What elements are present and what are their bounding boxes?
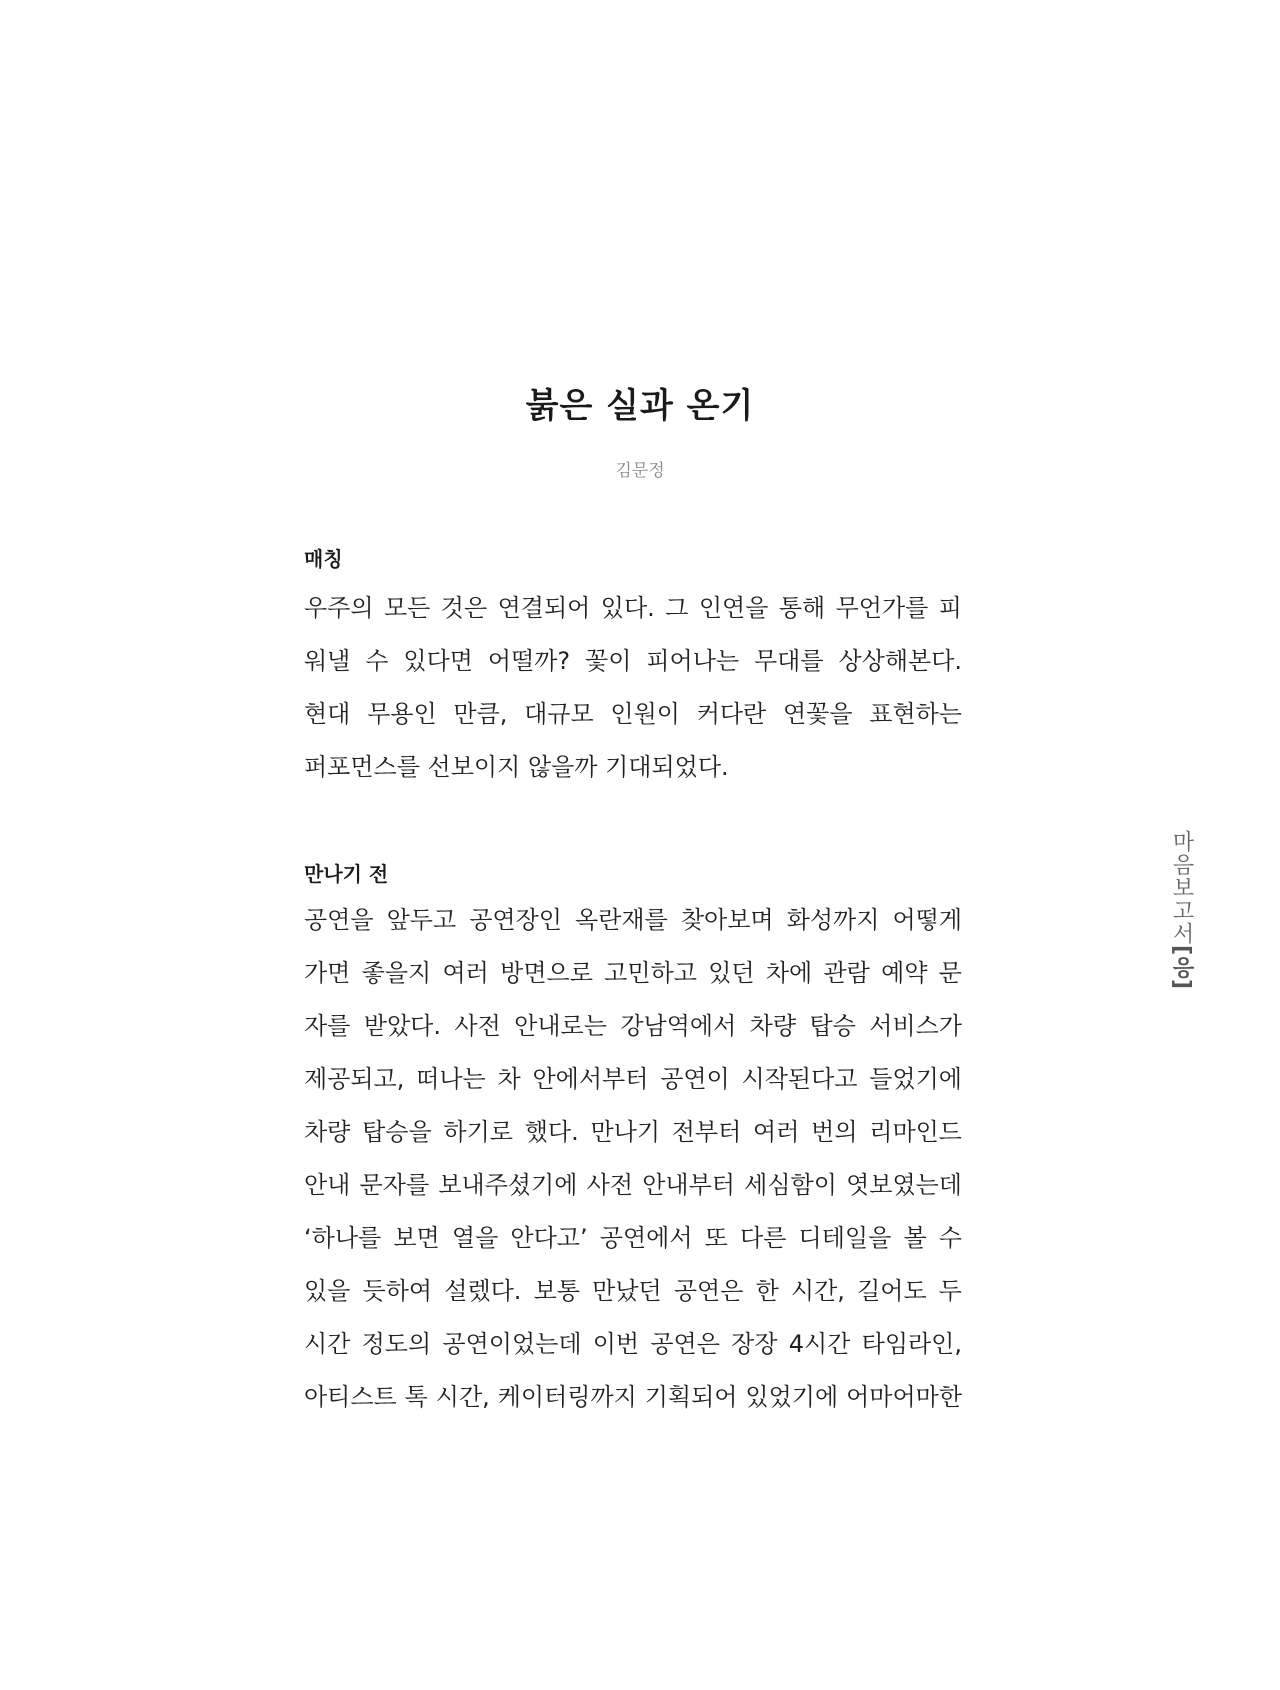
section-heading-before-meeting: 만나기 전 — [304, 862, 389, 886]
side-label-badge: [응] — [1169, 945, 1194, 991]
text-line: 가면 좋을지 여러 방면으로 고민하고 있던 차에 관람 예약 문 — [304, 959, 962, 987]
section-body-matching — [304, 582, 962, 794]
text-line: 제공되고, 떠나는 차 안에서부터 공연이 시작된다고 들었기에 — [304, 1065, 962, 1093]
section-body-before-meeting — [304, 894, 962, 1424]
text-line: 우주의 모든 것은 연결되어 있다. 그 인연을 통해 무언가를 피 — [304, 594, 962, 622]
author-name: 김문정 — [615, 461, 665, 481]
section-heading-matching: 매칭 — [304, 547, 343, 571]
text-line: ‘하나를 보면 열을 안다고’ 공연에서 또 다른 디테일을 볼 수 — [304, 1224, 962, 1252]
text-line: 워낼 수 있다면 어떨까? 꽃이 피어나는 무대를 상상해본다. — [304, 647, 962, 675]
text-line: 퍼포먼스를 선보이지 않을까 기대되었다. — [304, 753, 729, 781]
text-line: 있을 듯하여 설렜다. 보통 만났던 공연은 한 시간, 길어도 두 — [304, 1277, 962, 1305]
text-line: 현대 무용인 만큼, 대규모 인원이 커다란 연꽃을 표현하는 — [304, 700, 962, 728]
side-running-header — [1166, 830, 1197, 990]
text-line: 차량 탑승을 하기로 했다. 만나기 전부터 여러 번의 리마인드 — [304, 1118, 962, 1146]
text-line: 자를 받았다. 사전 안내로는 강남역에서 차량 탑승 서비스가 — [304, 1012, 962, 1040]
text-line: 시간 정도의 공연이었는데 이번 공연은 장장 4시간 타임라인, — [304, 1330, 962, 1358]
side-label-text: 마음보고서 — [1169, 830, 1194, 945]
text-line: 아티스트 톡 시간, 케이터링까지 기획되어 있었기에 어마어마한 — [304, 1383, 962, 1411]
article-title: 붉은 실과 온기 — [525, 386, 755, 426]
text-line: 공연을 앞두고 공연장인 옥란재를 찾아보며 화성까지 어떻게 — [304, 906, 962, 934]
text-line: 안내 문자를 보내주셨기에 사전 안내부터 세심함이 엿보였는데 — [304, 1171, 962, 1199]
